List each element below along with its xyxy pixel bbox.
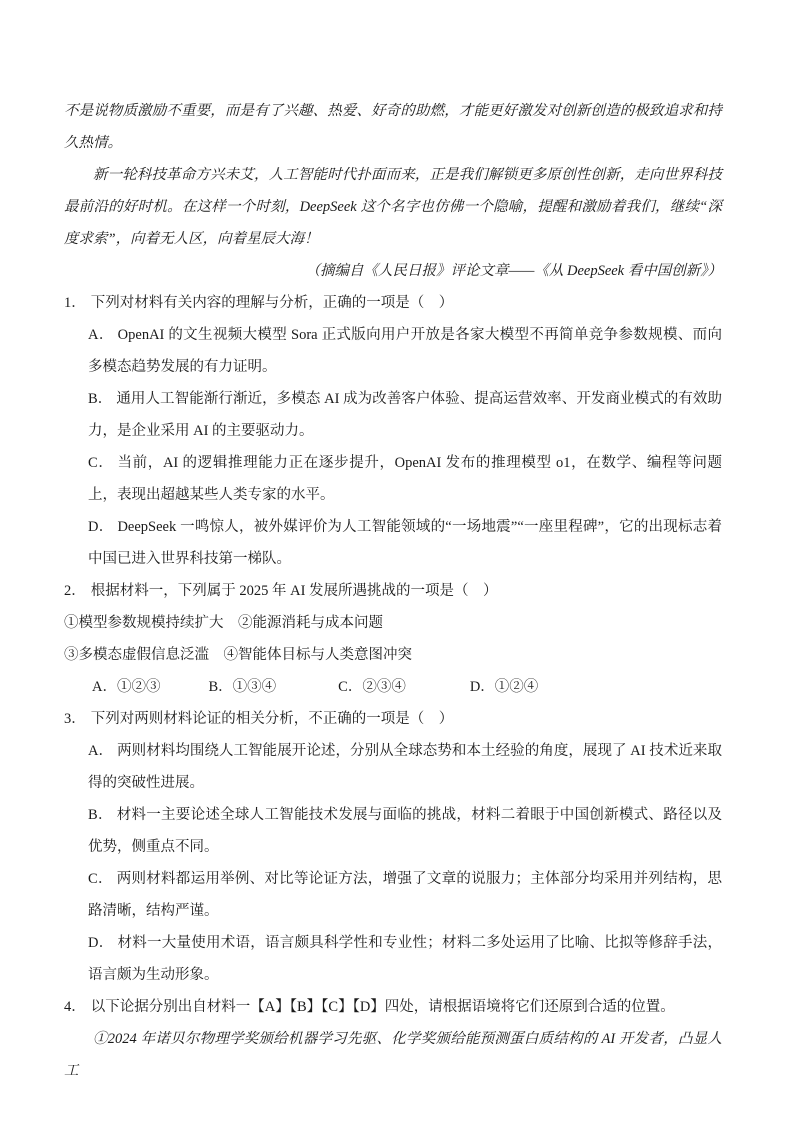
question-3: [64, 703, 722, 991]
question-4-number: 4．: [64, 999, 86, 1015]
question-1-stem-text: 下列对材料有关内容的理解与分析，正确的一项是（ ）: [90, 295, 454, 311]
option-text: 材料一主要论述全球人工智能技术发展与面临的挑战，材料二着眼于中国创新模式、路径以及优势，侧重点不同。: [88, 807, 723, 855]
question-2-choices: [64, 671, 722, 703]
question-2: [64, 575, 722, 703]
question-4-stem: [64, 991, 722, 1023]
question-4-stem-text: 以下论据分别出自材料一【A】【B】【C】【D】四处，请根据语境将它们还原到合适的位置。: [90, 999, 675, 1015]
question-3-option-a: [64, 735, 722, 799]
option-label: A．: [88, 327, 114, 343]
option-text: 当前，AI 的逻辑推理能力正在逐步提升，OpenAI 发布的推理模型 o1，在数学、编程等问题上，表现出超越某些人类专家的水平。: [88, 455, 722, 503]
option-text: 材料一大量使用术语，语言颇具科学性和专业性；材料二多处运用了比喻、比拟等修辞手法，语言颇为生动形象。: [88, 935, 722, 983]
question-2-stem: [64, 575, 722, 607]
question-2-choice-d: D．①②④: [469, 679, 539, 695]
option-text: 通用人工智能渐行渐近，多模态 AI 成为改善客户体验、提高运营效率、开发商业模式的有效助力，是企业采用 AI 的主要驱动力。: [88, 391, 723, 439]
question-2-choice-c: C．②③④: [338, 679, 406, 695]
option-label: B．: [88, 391, 113, 407]
material-attribution: （摘编自《人民日报》评论文章——《从 DeepSeek 看中国创新》）: [305, 263, 722, 279]
question-2-items-line-2: ③多模态虚假信息泛滥 ④智能体目标与人类意图冲突: [64, 647, 412, 663]
option-label: A．: [88, 743, 114, 759]
question-2-choice-a: A．①②③: [92, 679, 161, 695]
question-4: [64, 991, 722, 1087]
question-1-option-a: [64, 319, 722, 383]
question-3-option-c: [64, 863, 722, 927]
question-2-choice-b: B．①③④: [208, 679, 277, 695]
question-1-option-c: [64, 447, 722, 511]
option-text: 两则材料都运用举例、对比等论证方法，增强了文章的说服力；主体部分均采用并列结构，思路清晰，结构严谨。: [88, 871, 723, 919]
option-label: B．: [88, 807, 113, 823]
question-2-stem-text: 根据材料一，下列属于 2025 年 AI 发展所遇挑战的一项是（ ）: [90, 583, 498, 599]
question-1-number: 1．: [64, 295, 86, 311]
question-4-evidence-1: ①2024 年诺贝尔物理学奖颁给机器学习先驱、化学奖颁给能预测蛋白质结构的 AI 开发者，凸显人工: [64, 1031, 722, 1079]
question-2-items-line-1: ①模型参数规模持续扩大 ②能源消耗与成本问题: [64, 615, 383, 631]
question-1-option-b: [64, 383, 722, 447]
question-1: [64, 287, 722, 575]
option-label: C．: [88, 455, 114, 471]
question-1-stem: [64, 287, 722, 319]
option-text: 两则材料均围绕人工智能展开论述，分别从全球态势和本土经验的角度，展现了 AI 技术近来取得的突破性进展。: [88, 743, 722, 791]
option-text: DeepSeek 一鸣惊人，被外媒评价为人工智能领域的“一场地震”“一座里程碑”，它的出现标志着中国已进入世界科技第一梯队。: [88, 519, 722, 567]
question-3-stem: [64, 703, 722, 735]
option-label: D．: [88, 935, 114, 951]
question-1-option-d: [64, 511, 722, 575]
material-paragraph-2: 新一轮科技革命方兴未艾，人工智能时代扑面而来，正是我们解锁更多原创性创新，走向世界科技最前沿的好时机。在这样一个时刻，DeepSeek 这个名字也仿佛一个隐喻，提醒和激励着我们，继续“深度求索”，向着无人区，向着星辰大海！: [64, 167, 722, 247]
question-3-option-d: [64, 927, 722, 991]
material-paragraph-1: 不是说物质激励不重要，而是有了兴趣、热爱、好奇的助燃，才能更好激发对创新创造的极致追求和持久热情。: [64, 103, 722, 151]
question-3-stem-text: 下列对两则材料论证的相关分析，不正确的一项是（ ）: [90, 711, 454, 727]
question-2-number: 2．: [64, 583, 86, 599]
option-label: C．: [88, 871, 113, 887]
question-3-option-b: [64, 799, 722, 863]
option-text: OpenAI 的文生视频大模型 Sora 正式版向用户开放是各家大模型不再简单竞争参数规模、而向多模态趋势发展的有力证明。: [88, 327, 722, 375]
option-label: D．: [88, 519, 114, 535]
question-3-number: 3．: [64, 711, 86, 727]
